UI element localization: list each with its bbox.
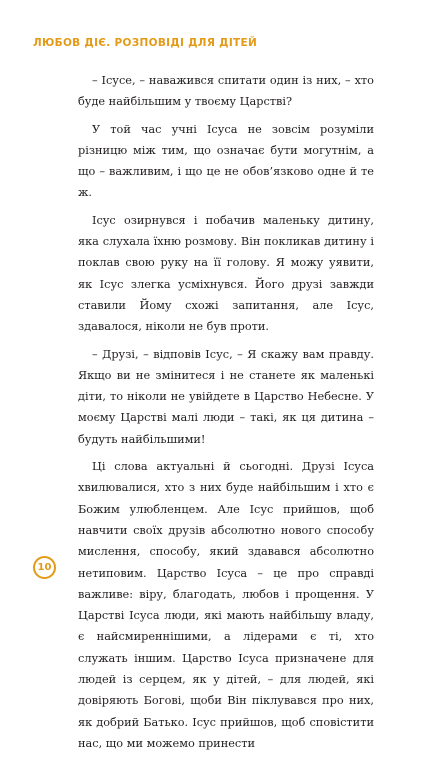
- paragraph: – Друзі, – відповів Ісус, – Я скажу вам правду. Якщо ви не змінитеся і не станете як маленькі діти, то ніколи не увійдете в Царство Небесне. У моєму Царстві малі люди – такі, як ця дитина – будуть найбільшими!: [78, 347, 374, 446]
- body-text: [78, 70, 374, 760]
- page-number: 10: [33, 556, 56, 579]
- paragraph: Ці слова актуальні й сьогодні. Друзі Ісуса хвилювалися, хто з них буде найбільшим і хто є Божим улюбленцем. Але Ісус прийшов, щоб навчити своїх друзів абсолютно нового способу мислення, способу, який здавався абсолютно нетиповим. Царство Ісуса – це про справді важливе: віру, благодать, любов і прощення. У Царстві Ісуса люди, які мають найбільшу владу, є найсмиреннішими, а лідерами є ті, хто служать іншим. Царство Ісуса призначене для людей із серцем, як у дітей, – для людей, які довіряють Богові, щоби Він піклувався про них, як добрий Батько. Ісус прийшов, щоб сповістити нас, що ми можемо принести: [78, 460, 374, 750]
- paragraph: – Ісусе, – наважився спитати один із них, – хто буде найбільшим у твоєму Царстві?: [78, 74, 374, 109]
- running-header: ЛЮБОВ ДІЄ. РОЗПОВІДІ ДЛЯ ДІТЕЙ: [33, 37, 258, 49]
- paragraph: У той час учні Ісуса не зовсім розуміли різницю між тим, що означає бути могутнім, а що – важливим, і що це не обов’язково одне й те ж.: [78, 122, 374, 200]
- paragraph: Ісус озирнувся і побачив маленьку дитину, яка слухала їхню розмову. Він покликав дитину і поклав свою руку на її голову. Я можу уявити, як Ісус злегка усміхнувся. Його друзі завжди ставили Йому схожі запитання, але Ісус, здавалося, ніколи не був проти.: [78, 213, 374, 334]
